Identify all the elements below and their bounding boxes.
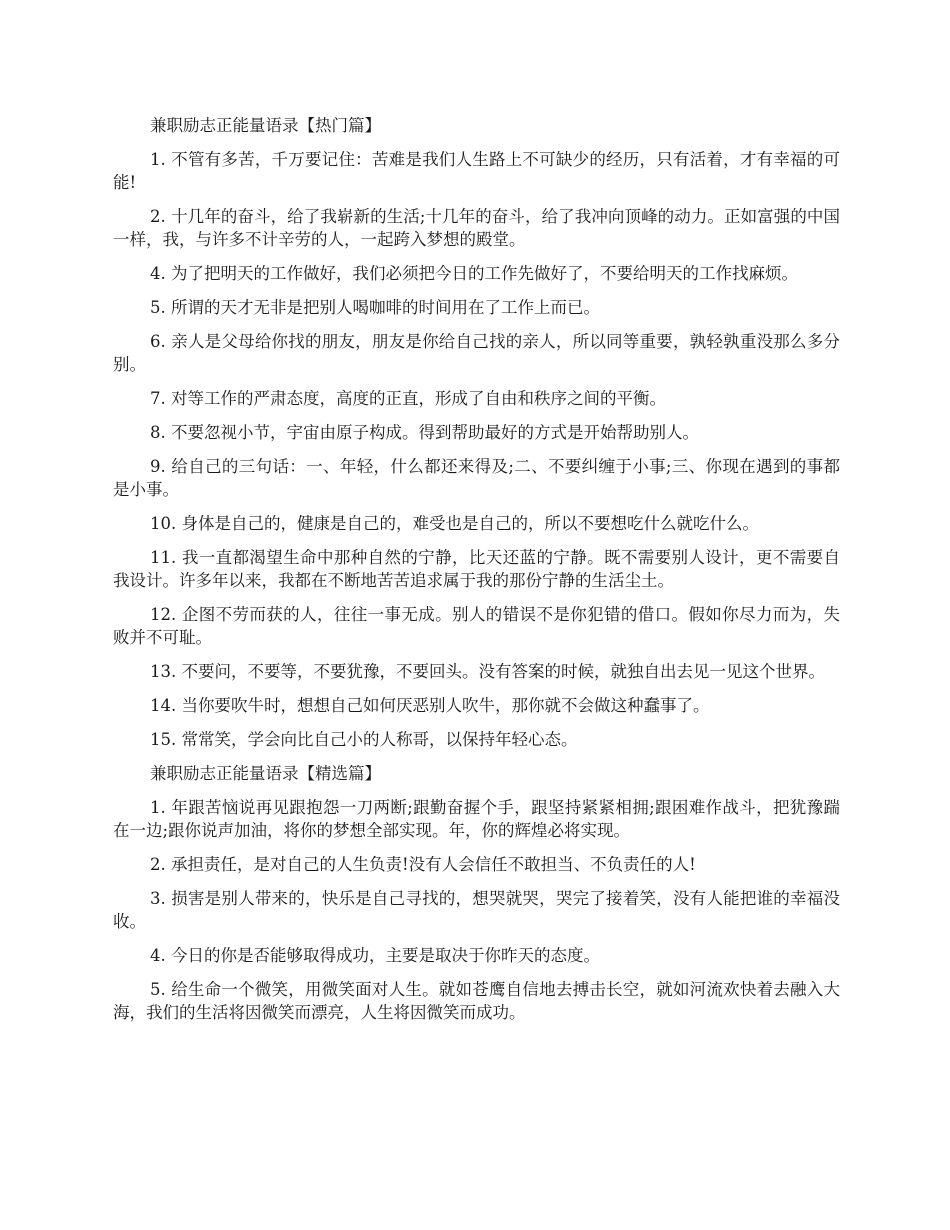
quote-item: 8. 不要忽视小节，宇宙由原子构成。得到帮助最好的方式是开始帮助别人。 [150,423,699,442]
quote-item: 11. 我一直都渴望生命中那种自然的宁静，比天还蓝的宁静。既不需要别人设计，更不需要自我设计。许多年以来，我都在不断地苦苦追求属于我的那份宁静的生活尘土。 [113,548,840,590]
quote-item: 7. 对等工作的严肃态度，高度的正直，形成了自由和秩序之间的平衡。 [150,389,666,408]
quote-item: 3. 损害是别人带来的，快乐是自己寻找的，想哭就哭，哭完了接着笑，没有人能把谁的幸福没收。 [113,889,840,931]
quote-item: 12. 企图不劳而获的人，往往一事无成。别人的错误不是你犯错的借口。假如你尽力而为，失败并不可耻。 [113,605,840,647]
quote-item: 5. 所谓的天才无非是把别人喝咖啡的时间用在了工作上而已。 [150,298,600,317]
quote-item: 6. 亲人是父母给你找的朋友，朋友是你给自己找的亲人，所以同等重要，孰轻孰重没那么多分别。 [113,332,840,374]
quote-item: 15. 常常笑，学会向比自己小的人称哥，以保持年轻心态。 [150,730,578,749]
quote-item: 10. 身体是自己的，健康是自己的，难受也是自己的，所以不要想吃什么就吃什么。 [150,514,759,533]
quote-item: 4. 今日的你是否能够取得成功，主要是取决于你昨天的态度。 [150,946,600,965]
quote-item: 13. 不要问，不要等，不要犹豫，不要回头。没有答案的时候，就独自出去见一见这个世界。 [150,662,825,681]
quote-item: 1. 年跟苦恼说再见跟抱怨一刀两断;跟勤奋握个手，跟坚持紧紧相拥;跟困难作战斗，把犹豫踹在一边;跟你说声加油，将你的梦想全部实现。年，你的辉煌必将实现。 [113,798,840,840]
quote-item: 2. 承担责任，是对自己的人生负责!没有人会信任不敢担当、不负责任的人! [150,855,696,874]
quote-item: 9. 给自己的三句话：一、年轻，什么都还来得及;二、不要纠缠于小事;三、你现在遇到的事都是小事。 [113,457,840,499]
section-heading-selected: 兼职励志正能量语录【精选篇】 [150,764,381,783]
section-heading-hot: 兼职励志正能量语录【热门篇】 [150,116,381,135]
quote-item: 2. 十几年的奋斗，给了我崭新的生活;十几年的奋斗，给了我冲向顶峰的动力。正如富强的中国一样，我，与许多不计辛劳的人，一起跨入梦想的殿堂。 [113,207,840,249]
quote-item: 14. 当你要吹牛时，想想自己如何厌恶别人吹牛，那你就不会做这种蠢事了。 [150,696,710,715]
quote-item: 1. 不管有多苦，千万要记住：苦难是我们人生路上不可缺少的经历，只有活着，才有幸福的可能! [113,150,840,192]
document-page [113,114,840,1035]
quote-item: 5. 给生命一个微笑，用微笑面对人生。就如苍鹰自信地去搏击长空，就如河流欢快着去融入大海，我们的生活将因微笑而漂亮，人生将因微笑而成功。 [113,980,840,1022]
quote-item: 4. 为了把明天的工作做好，我们必须把今日的工作先做好了，不要给明天的工作找麻烦。 [150,264,798,283]
